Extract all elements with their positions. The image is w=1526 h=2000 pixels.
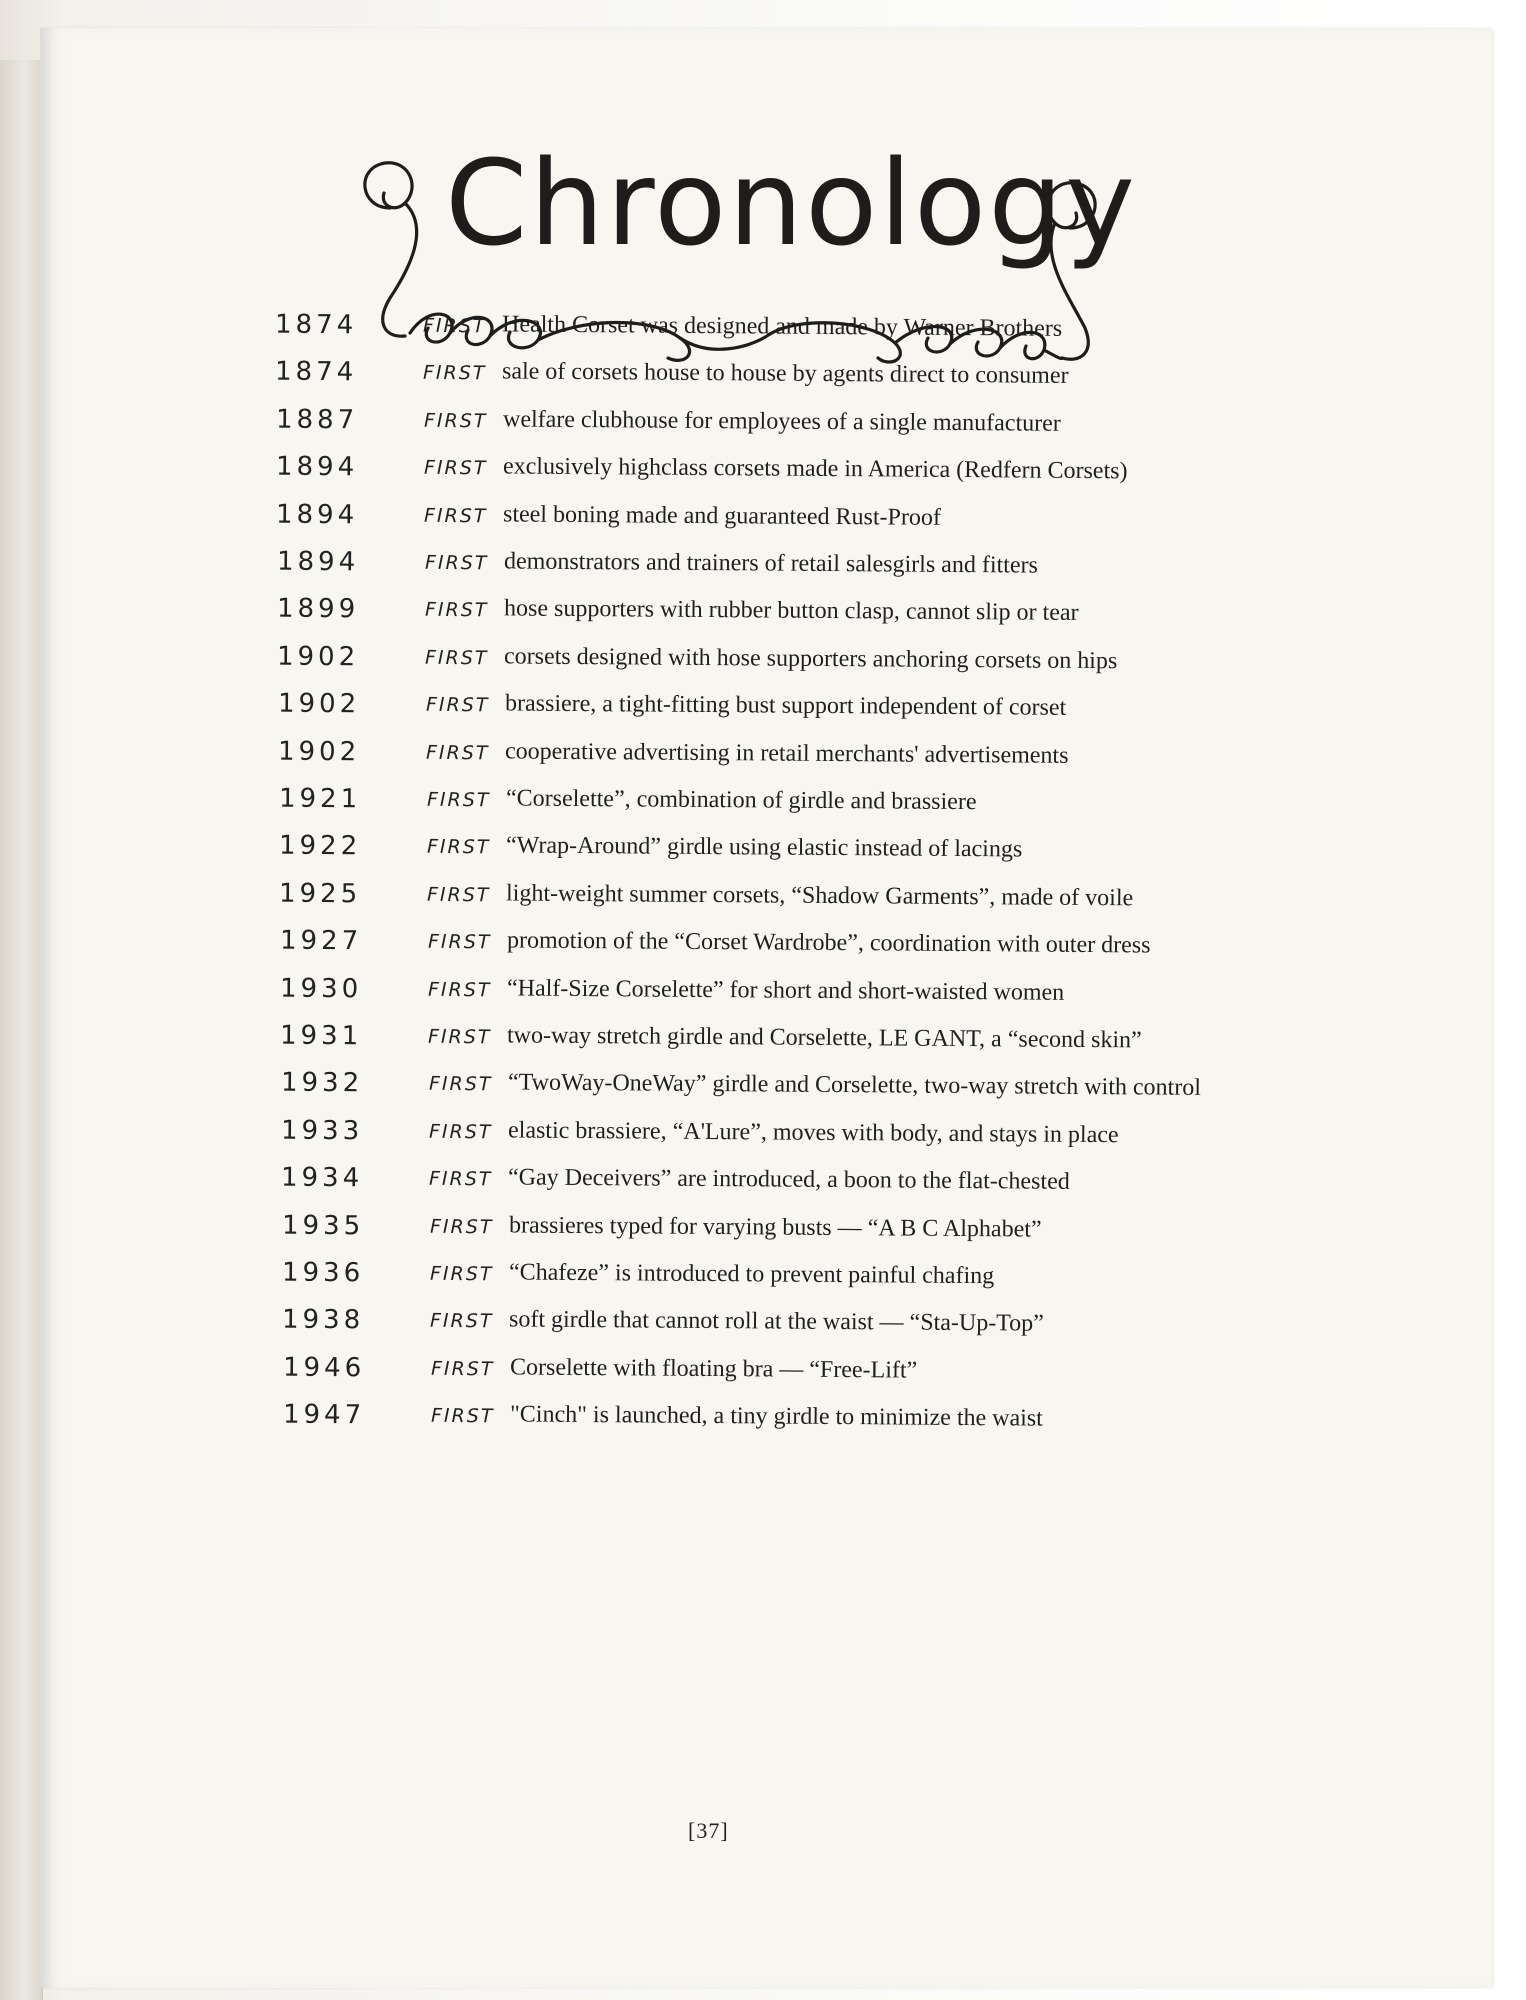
entry-description: elastic brassiere, “A'Lure”, moves with body, and stays in place bbox=[507, 1117, 1119, 1149]
entry-first-label: FIRST bbox=[426, 741, 490, 764]
entry-description: corsets designed with hose supporters anchoring corsets on hips bbox=[504, 643, 1118, 675]
entry-first-label: FIRST bbox=[430, 1310, 494, 1333]
chronology-entry bbox=[42, 640, 1342, 694]
entry-year: 1931 bbox=[280, 1020, 363, 1052]
entry-first-label: FIRST bbox=[427, 883, 491, 907]
entry-first-label: FIRST bbox=[427, 978, 492, 1001]
chronology-entry bbox=[44, 924, 1344, 978]
entry-description: light-weight summer corsets, “Shadow Garments”, made of voile bbox=[506, 880, 1134, 912]
entry-description: promotion of the “Corset Wardrobe”, coordination with outer dress bbox=[506, 927, 1151, 959]
page-title: Chronology bbox=[445, 134, 1137, 272]
book-page bbox=[40, 28, 1492, 1988]
entry-year: 1927 bbox=[279, 925, 362, 957]
entry-year: 1902 bbox=[278, 736, 361, 767]
entry-first-label: FIRST bbox=[423, 362, 487, 385]
entry-first-label: FIRST bbox=[424, 504, 488, 527]
entry-year: 1946 bbox=[282, 1352, 366, 1384]
chronology-entry bbox=[42, 545, 1342, 599]
entry-description: “TwoWay-OneWay” girdle and Corselette, two-way stretch with control bbox=[507, 1069, 1201, 1102]
entry-first-label: FIRST bbox=[428, 1120, 493, 1144]
entry-first-label: FIRST bbox=[426, 836, 491, 859]
chronology-entry bbox=[48, 1398, 1348, 1452]
entry-description: “Gay Deceivers” are introduced, a boon to the flat-chested bbox=[508, 1164, 1071, 1196]
chronology-entry bbox=[45, 1066, 1345, 1120]
entry-year: 1936 bbox=[281, 1257, 365, 1289]
chronology-entry bbox=[47, 1256, 1347, 1310]
entry-description: brassiere, a tight-fitting bust support independent of corset bbox=[504, 690, 1067, 722]
entry-first-label: FIRST bbox=[425, 599, 489, 622]
entry-first-label: FIRST bbox=[428, 1025, 492, 1049]
entry-year: 1934 bbox=[281, 1162, 364, 1194]
entry-description: hose supporters with rubber button clasp, cannot slip or tear bbox=[504, 595, 1079, 627]
entry-first-label: FIRST bbox=[429, 1167, 493, 1191]
chronology-entry bbox=[43, 734, 1343, 788]
entry-description: Corselette with floating bra — “Free-Lift” bbox=[509, 1354, 918, 1384]
chronology-entry bbox=[43, 782, 1343, 836]
chronology-entry bbox=[45, 971, 1345, 1025]
entry-description: “Corselette”, combination of girdle and brassiere bbox=[505, 785, 977, 816]
entry-year: 1902 bbox=[277, 641, 360, 673]
entry-first-label: FIRST bbox=[425, 693, 490, 717]
entry-description: cooperative advertising in retail merchants' advertisements bbox=[505, 738, 1069, 769]
entry-description: “Wrap-Around” girdle using elastic instead of lacings bbox=[505, 832, 1023, 863]
entry-year: 1894 bbox=[276, 546, 360, 578]
entry-description: brassieres typed for varying busts — “A B C Alphabet” bbox=[508, 1212, 1042, 1243]
entry-year: 1874 bbox=[274, 309, 358, 341]
entry-year: 1938 bbox=[282, 1305, 365, 1336]
chronology-entry bbox=[47, 1303, 1347, 1357]
entry-year: 1922 bbox=[278, 831, 362, 862]
entry-year: 1894 bbox=[275, 451, 359, 483]
entry-year: 1921 bbox=[278, 783, 361, 815]
chronology-entry bbox=[44, 877, 1344, 931]
chronology-entry bbox=[48, 1351, 1348, 1405]
entry-description: "Cinch" is launched, a tiny girdle to minimize the waist bbox=[509, 1401, 1044, 1432]
entry-first-label: FIRST bbox=[426, 788, 491, 812]
entry-year: 1887 bbox=[275, 404, 359, 436]
entry-year: 1930 bbox=[279, 973, 363, 1004]
entry-year: 1894 bbox=[276, 499, 359, 530]
chronology-entry bbox=[41, 403, 1341, 457]
entry-description: soft girdle that cannot roll at the waist — “Sta-Up-Top” bbox=[509, 1306, 1045, 1338]
entry-first-label: FIRST bbox=[427, 930, 492, 954]
chronology-entry bbox=[41, 450, 1341, 504]
entry-first-label: FIRST bbox=[429, 1215, 494, 1238]
chronology-entry bbox=[40, 308, 1340, 362]
entry-year: 1935 bbox=[281, 1210, 364, 1241]
entry-description: “Chafeze” is introduced to prevent painful chafing bbox=[508, 1259, 995, 1290]
chronology-entry bbox=[41, 497, 1341, 551]
entry-year: 1874 bbox=[275, 357, 358, 388]
entry-year: 1925 bbox=[279, 878, 362, 910]
entry-year: 1899 bbox=[277, 594, 360, 625]
entry-description: sale of corsets house to house by agents direct to consumer bbox=[502, 358, 1070, 390]
entry-first-label: FIRST bbox=[429, 1262, 494, 1286]
entry-first-label: FIRST bbox=[430, 1404, 495, 1428]
facing-page-edge bbox=[0, 60, 43, 2000]
entry-first-label: FIRST bbox=[423, 409, 488, 433]
entry-year: 1933 bbox=[280, 1115, 364, 1147]
entry-first-label: FIRST bbox=[422, 314, 487, 338]
entry-year: 1932 bbox=[280, 1068, 363, 1099]
chronology-entry bbox=[46, 1161, 1346, 1215]
entry-description: exclusively highclass corsets made in America (Redfern Corsets) bbox=[502, 453, 1128, 485]
entry-first-label: FIRST bbox=[423, 456, 488, 480]
entry-first-label: FIRST bbox=[424, 551, 489, 575]
entry-description: “Half-Size Corselette” for short and short-waisted women bbox=[506, 975, 1065, 1006]
entry-description: demonstrators and trainers of retail salesgirls and fitters bbox=[503, 548, 1038, 579]
entry-description: two-way stretch girdle and Corselette, LE GANT, a “second skin” bbox=[507, 1022, 1143, 1054]
chronology-entry bbox=[40, 355, 1340, 409]
chronology-entry bbox=[43, 687, 1343, 741]
entry-description: steel boning made and guaranteed Rust-Proof bbox=[503, 501, 942, 531]
entry-first-label: FIRST bbox=[425, 646, 489, 670]
chronology-entry bbox=[46, 1114, 1346, 1168]
entry-first-label: FIRST bbox=[428, 1073, 493, 1096]
entry-first-label: FIRST bbox=[430, 1357, 495, 1381]
chronology-entry bbox=[46, 1208, 1346, 1262]
page-number: [37] bbox=[688, 1818, 729, 1843]
entry-year: 1902 bbox=[277, 688, 361, 720]
entry-description: welfare clubhouse for employees of a single manufacturer bbox=[502, 406, 1061, 437]
entry-description: Health Corset was designed and made by Warner Brothers bbox=[501, 311, 1063, 342]
chronology-entry bbox=[44, 829, 1344, 883]
chronology-entry bbox=[45, 1019, 1345, 1073]
chronology-entry bbox=[42, 592, 1342, 646]
entry-year: 1947 bbox=[282, 1399, 366, 1431]
